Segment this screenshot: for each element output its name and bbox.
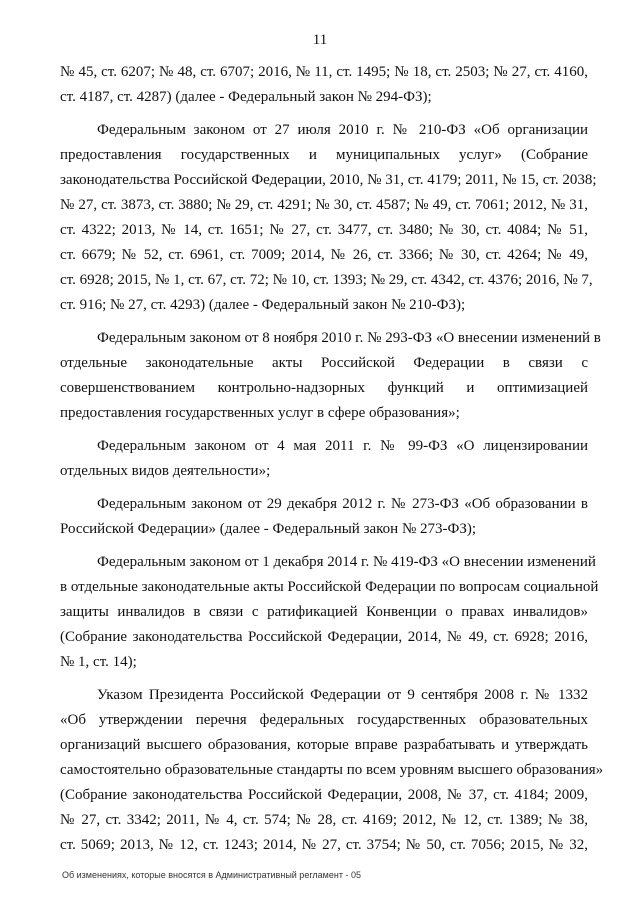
text-line: Федеральным законом от 8 ноября 2010 г. № 293-ФЗ «О внесении изменений в <box>97 330 601 346</box>
text-line: Федеральным законом от 29 декабря 2012 г. № 273-ФЗ «Об образовании в <box>97 496 588 512</box>
text-line: № 27, ст. 3342; 2011, № 4, ст. 574; № 28, ст. 4169; 2012, № 12, ст. 1389; № 38, <box>60 812 588 828</box>
text-line: предоставления государственных услуг в сфере образования»; <box>60 405 460 421</box>
paragraph <box>60 60 588 110</box>
text-line: Российской Федерации» (далее - Федеральный закон № 273-ФЗ); <box>60 521 477 537</box>
text-line: ст. 916; № 27, ст. 4293) (далее - Федеральный закон № 210-ФЗ); <box>60 297 466 313</box>
text-line: в отдельные законодательные акты Российской Федерации по вопросам социальной <box>60 579 599 595</box>
paragraph <box>60 683 604 858</box>
text-line: Федеральным законом от 27 июля 2010 г. № 210-ФЗ «Об организации <box>97 122 588 138</box>
paragraph <box>60 550 599 675</box>
text-line: Федеральным законом от 1 декабря 2014 г. № 419-ФЗ «О внесении изменений <box>97 554 596 570</box>
text-line: предоставления государственных и муниципальных услуг» (Собрание <box>60 147 588 163</box>
page-number: 11 <box>312 32 328 48</box>
text-line: защиты инвалидов в связи с ратификацией Конвенции о правах инвалидов» <box>60 604 588 620</box>
text-line: ст. 4187, ст. 4287) (далее - Федеральный закон № 294-ФЗ); <box>60 89 432 105</box>
paragraph <box>60 434 588 484</box>
text-line: Указом Президента Российской Федерации от 9 сентября 2008 г. № 1332 <box>97 687 588 703</box>
text-line: организаций высшего образования, которые вправе разрабатывать и утверждать <box>60 737 588 753</box>
text-line: ст. 4322; 2013, № 14, ст. 1651; № 27, ст. 3477, ст. 3480; № 30, ст. 4084; № 51, <box>60 222 588 238</box>
text-line: (Собрание законодательства Российской Федерации, 2008, № 37, ст. 4184; 2009, <box>60 787 588 803</box>
document-body <box>60 60 604 866</box>
text-line: отдельные законодательные акты Российской Федерации в связи с <box>60 355 588 371</box>
text-line: отдельных видов деятельности»; <box>60 463 271 479</box>
text-line: (Собрание законодательства Российской Федерации, 2014, № 49, ст. 6928; 2016, <box>60 629 588 645</box>
text-line: ст. 5069; 2013, № 12, ст. 1243; 2014, № 27, ст. 3754; № 50, ст. 7056; 2015, № 32, <box>60 837 588 853</box>
text-line: самостоятельно образовательные стандарты по всем уровням высшего образования» <box>60 762 604 778</box>
paragraph <box>60 118 597 318</box>
text-line: № 1, ст. 14); <box>60 654 137 670</box>
paragraph <box>60 492 588 542</box>
text-line: ст. 6679; № 52, ст. 6961, ст. 7009; 2014, № 26, ст. 3366; № 30, ст. 4264; № 49, <box>60 247 588 263</box>
text-line: законодательства Российской Федерации, 2010, № 31, ст. 4179; 2011, № 15, ст. 2038; <box>60 172 597 188</box>
text-line: ст. 6928; 2015, № 1, ст. 67, ст. 72; № 10, ст. 1393; № 29, ст. 4342, ст. 4376; 2016, № 7, <box>60 272 593 288</box>
text-line: № 45, ст. 6207; № 48, ст. 6707; 2016, № 11, ст. 1495; № 18, ст. 2503; № 27, ст. 4160, <box>60 64 588 80</box>
text-line: совершенствованием контрольно-надзорных функций и оптимизацией <box>60 380 588 396</box>
paragraph <box>60 326 601 426</box>
page-footer: Об изменениях, которые вносятся в Административный регламент - 05 <box>62 870 361 880</box>
text-line: Федеральным законом от 4 мая 2011 г. № 99-ФЗ «О лицензировании <box>97 438 588 454</box>
text-line: «Об утверждении перечня федеральных государственных образовательных <box>60 712 588 728</box>
text-line: № 27, ст. 3873, ст. 3880; № 29, ст. 4291; № 30, ст. 4587; № 49, ст. 7061; 2012, № 31, <box>60 197 588 213</box>
